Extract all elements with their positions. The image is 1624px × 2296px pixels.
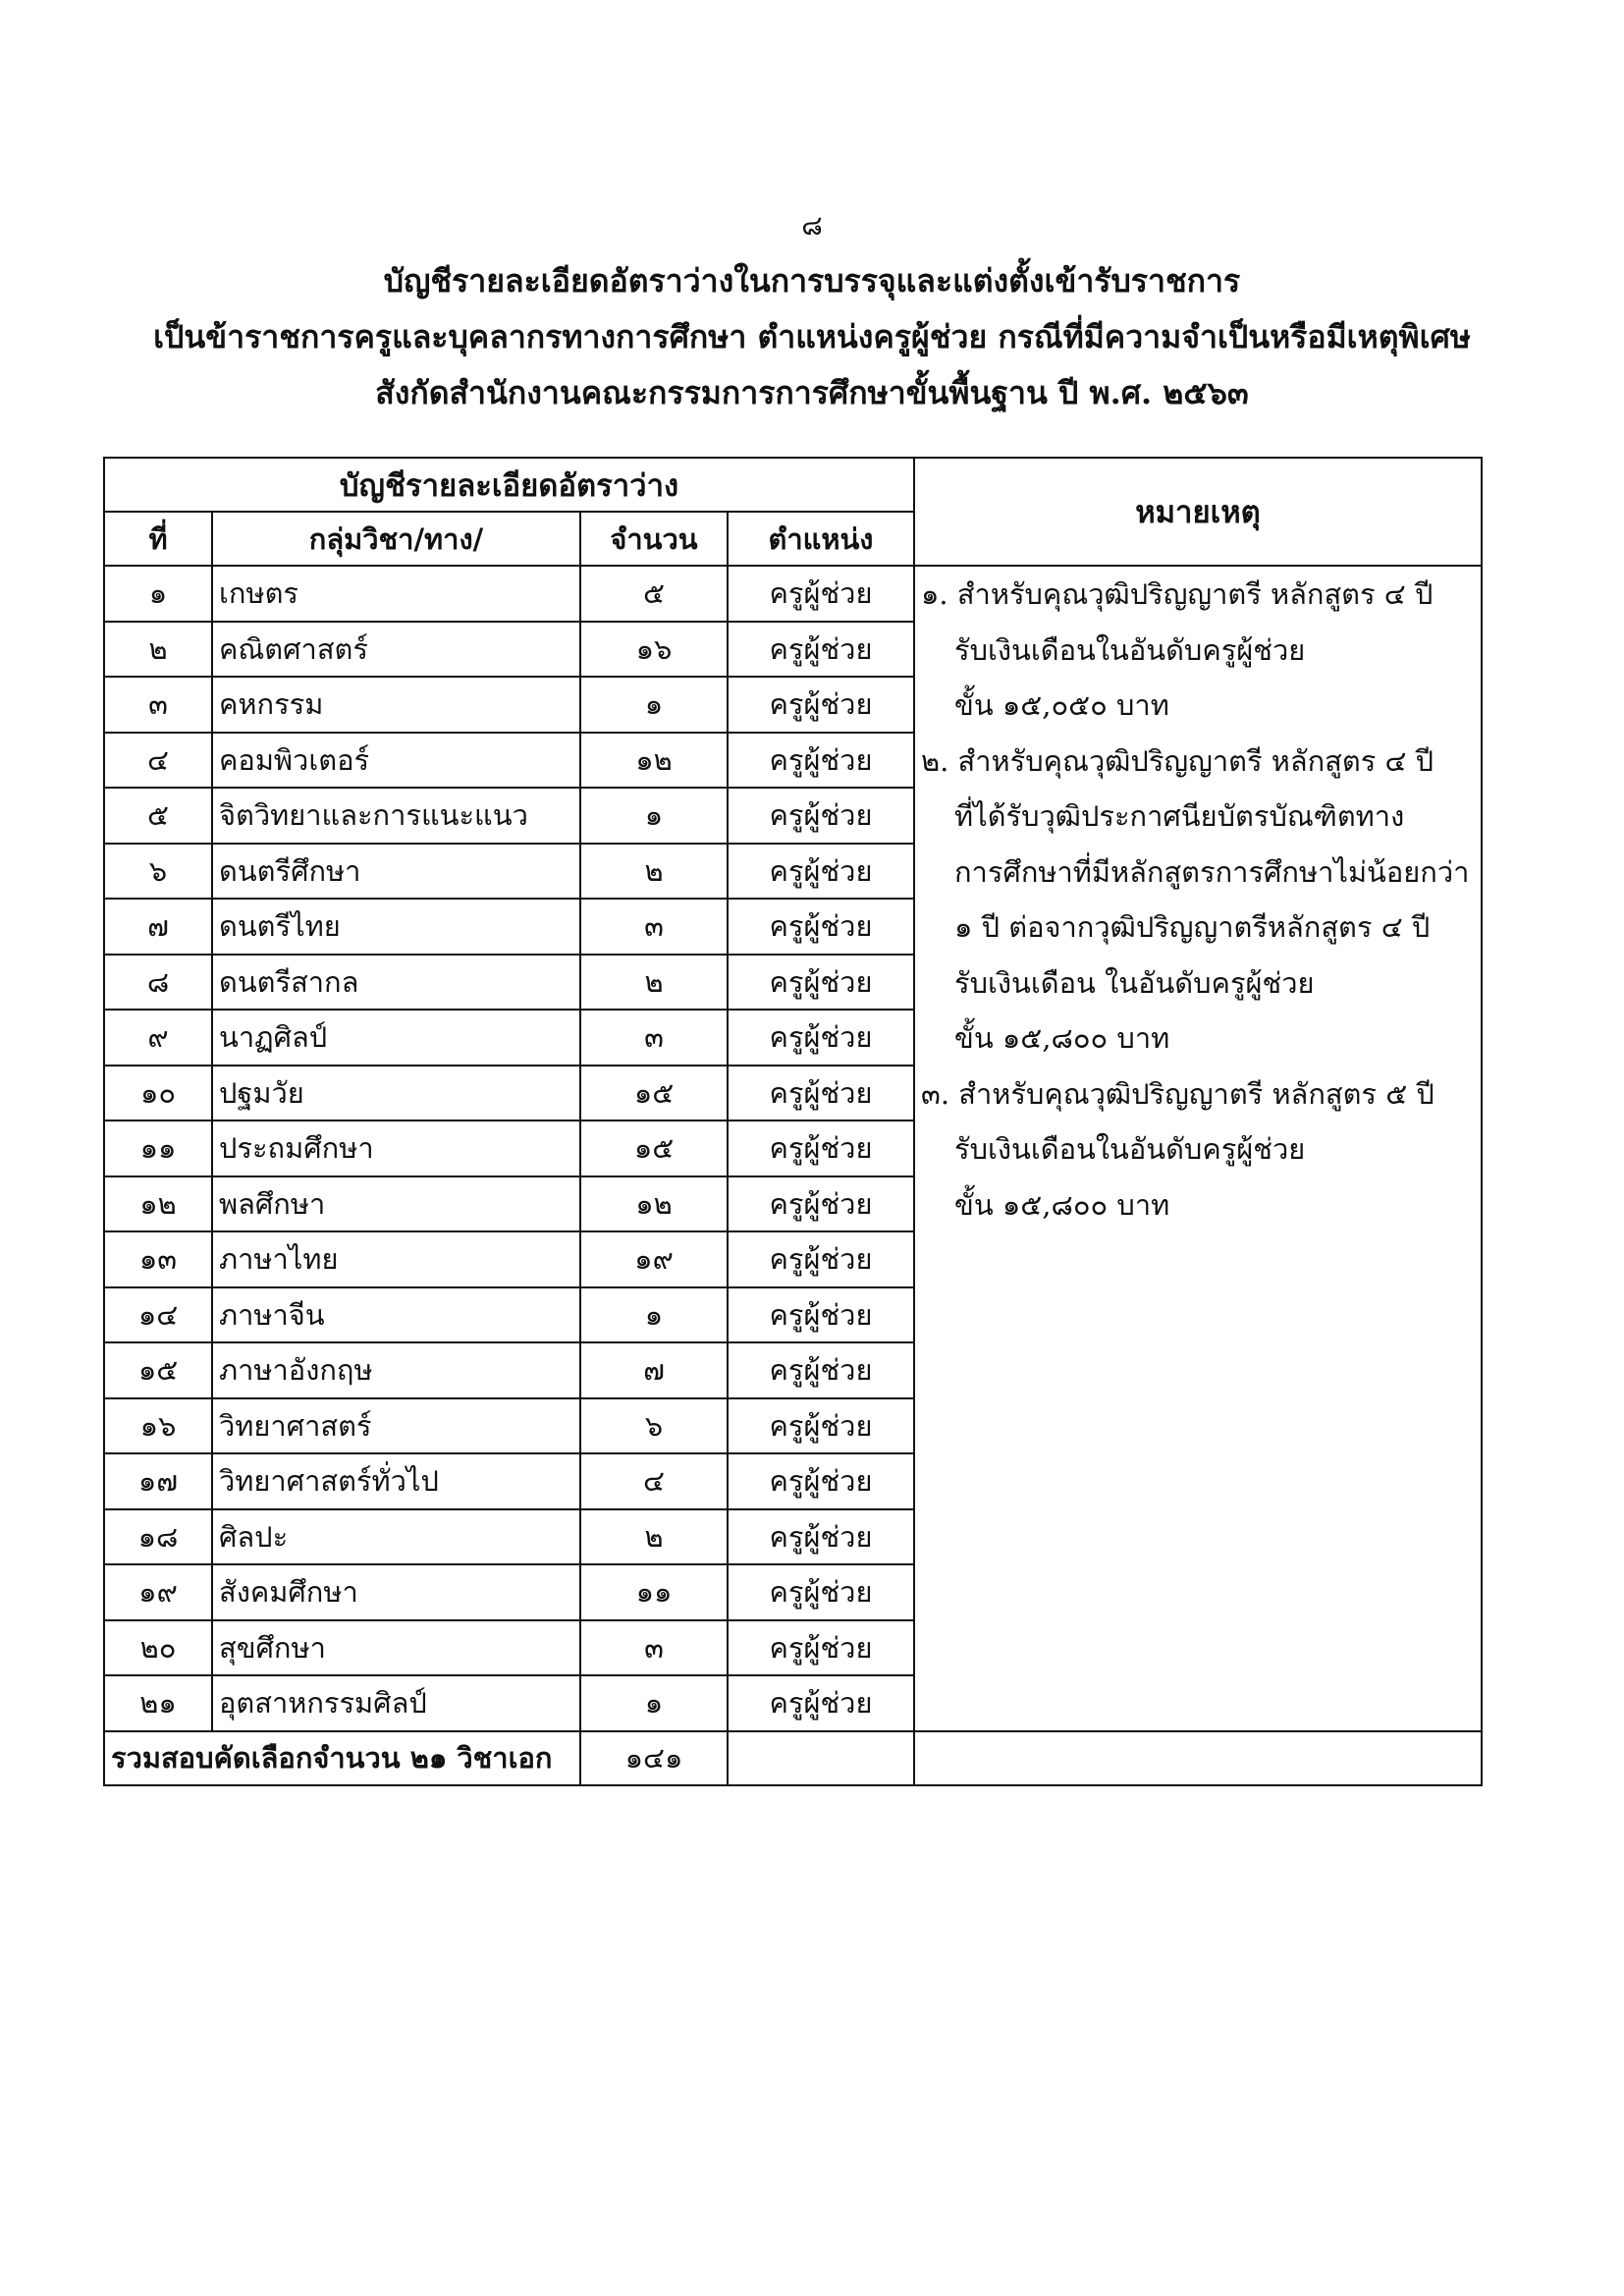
row-number: ๑๔ <box>104 1287 212 1343</box>
row-position: ครูผู้ช่วย <box>728 955 914 1011</box>
document-heading <box>0 253 1624 421</box>
row-count: ๑ <box>580 1675 728 1731</box>
remark-line: รับเงินเดือนในอันดับครูผู้ช่วย <box>954 632 1306 667</box>
no-column-header: ที่ <box>104 512 212 566</box>
subject-column-header: กลุ่มวิชา/ทาง/ <box>212 512 580 566</box>
remark-line: ขั้น ๑๕,๘๐๐ บาท <box>954 1021 1170 1055</box>
row-subject: นาฏศิลป์ <box>212 1010 580 1066</box>
row-position: ครูผู้ช่วย <box>728 1176 914 1232</box>
row-count: ๑ <box>580 677 728 733</box>
row-number: ๙ <box>104 1010 212 1066</box>
remark-line: ขั้น ๑๕,๐๕๐ บาท <box>954 688 1169 722</box>
row-subject: ดนตรีสากล <box>212 955 580 1011</box>
row-position: ครูผู้ช่วย <box>728 1564 914 1620</box>
remarks-cell <box>914 566 1482 1731</box>
row-count: ๑ <box>580 788 728 844</box>
row-subject: จิตวิทยาและการแนะแนว <box>212 788 580 844</box>
row-count: ๑๕ <box>580 1121 728 1176</box>
row-subject: ปฐมวัย <box>212 1066 580 1121</box>
note-column-header: หมายเหตุ <box>914 458 1482 566</box>
row-position: ครูผู้ช่วย <box>728 622 914 678</box>
row-number: ๑๕ <box>104 1342 212 1398</box>
row-number: ๑๑ <box>104 1121 212 1176</box>
heading-line-3: สังกัดสำนักงานคณะกรรมการการศึกษาขั้นพื้นฐาน ปี พ.ศ. ๒๕๖๓ <box>375 374 1249 411</box>
row-position: ครูผู้ช่วย <box>728 1342 914 1398</box>
row-subject: ภาษาไทย <box>212 1231 580 1287</box>
row-count: ๑๖ <box>580 622 728 678</box>
row-count: ๑๑ <box>580 1564 728 1620</box>
remark-line: การศึกษาที่มีหลักสูตรการศึกษาไม่น้อยกว่า <box>954 854 1470 889</box>
remark-line: รับเงินเดือน ในอันดับครูผู้ช่วย <box>954 965 1315 1000</box>
row-position: ครูผู้ช่วย <box>728 733 914 789</box>
total-count: ๑๔๑ <box>580 1731 728 1785</box>
row-count: ๒ <box>580 844 728 900</box>
row-number: ๑๐ <box>104 1066 212 1121</box>
row-subject: ดนตรีไทย <box>212 899 580 955</box>
row-subject: คอมพิวเตอร์ <box>212 733 580 789</box>
row-position: ครูผู้ช่วย <box>728 1231 914 1287</box>
row-count: ๑๒ <box>580 733 728 789</box>
row-subject: คหกรรม <box>212 677 580 733</box>
heading-line-1: บัญชีรายละเอียดอัตราว่างในการบรรจุและแต่งตั้งเข้ารับราชการ <box>383 262 1241 300</box>
total-label: รวมสอบคัดเลือกจำนวน ๒๑ วิชาเอก <box>104 1731 580 1785</box>
row-position: ครูผู้ช่วย <box>728 1121 914 1176</box>
row-subject: สังคมศึกษา <box>212 1564 580 1620</box>
row-position: ครูผู้ช่วย <box>728 1509 914 1565</box>
row-number: ๘ <box>104 955 212 1011</box>
row-subject: เกษตร <box>212 566 580 622</box>
row-subject: พลศึกษา <box>212 1176 580 1232</box>
vacancy-table <box>103 457 1483 1786</box>
position-column-header: ตำแหน่ง <box>728 512 914 566</box>
row-number: ๒๑ <box>104 1675 212 1731</box>
row-number: ๑๓ <box>104 1231 212 1287</box>
row-subject: คณิตศาสตร์ <box>212 622 580 678</box>
row-position: ครูผู้ช่วย <box>728 677 914 733</box>
row-position: ครูผู้ช่วย <box>728 1398 914 1454</box>
table-row <box>104 566 1482 622</box>
row-number: ๒๐ <box>104 1620 212 1676</box>
remark-line: ๑. สำหรับคุณวุฒิปริญญาตรี หลักสูตร ๔ ปี <box>921 577 1434 611</box>
row-number: ๑๖ <box>104 1398 212 1454</box>
row-count: ๑๕ <box>580 1066 728 1121</box>
row-number: ๑๗ <box>104 1453 212 1509</box>
row-subject: สุขศึกษา <box>212 1620 580 1676</box>
row-count: ๓ <box>580 899 728 955</box>
row-position: ครูผู้ช่วย <box>728 1675 914 1731</box>
remark-line: ๑ ปี ต่อจากวุฒิปริญญาตรีหลักสูตร ๔ ปี <box>954 910 1431 944</box>
row-position: ครูผู้ช่วย <box>728 1010 914 1066</box>
row-number: ๑๘ <box>104 1509 212 1565</box>
row-position: ครูผู้ช่วย <box>728 899 914 955</box>
row-number: ๑ <box>104 566 212 622</box>
row-number: ๓ <box>104 677 212 733</box>
row-subject: อุตสาหกรรมศิลป์ <box>212 1675 580 1731</box>
row-number: ๑๙ <box>104 1564 212 1620</box>
row-count: ๑๙ <box>580 1231 728 1287</box>
total-position-empty <box>728 1731 914 1785</box>
row-count: ๑๒ <box>580 1176 728 1232</box>
count-column-header: จำนวน <box>580 512 728 566</box>
row-count: ๔ <box>580 1453 728 1509</box>
total-row <box>104 1731 1482 1785</box>
heading-line-2: เป็นข้าราชการครูและบุคลากรทางการศึกษา ตำแหน่งครูผู้ช่วย กรณีที่มีความจำเป็นหรือมีเหตุพิเศษ <box>153 318 1471 355</box>
row-subject: วิทยาศาสตร์ <box>212 1398 580 1454</box>
row-position: ครูผู้ช่วย <box>728 788 914 844</box>
row-subject: ดนตรีศึกษา <box>212 844 580 900</box>
row-position: ครูผู้ช่วย <box>728 1287 914 1343</box>
row-subject: ประถมศึกษา <box>212 1121 580 1176</box>
row-number: ๗ <box>104 899 212 955</box>
row-subject: วิทยาศาสตร์ทั่วไป <box>212 1453 580 1509</box>
row-number: ๕ <box>104 788 212 844</box>
row-count: ๓ <box>580 1620 728 1676</box>
row-position: ครูผู้ช่วย <box>728 844 914 900</box>
page-number: ๘ <box>801 209 823 242</box>
row-subject: ศิลปะ <box>212 1509 580 1565</box>
row-subject: ภาษาจีน <box>212 1287 580 1343</box>
row-count: ๒ <box>580 955 728 1011</box>
row-number: ๔ <box>104 733 212 789</box>
row-position: ครูผู้ช่วย <box>728 1620 914 1676</box>
remark-line: ที่ได้รับวุฒิประกาศนียบัตรบัณฑิตทาง <box>954 799 1405 833</box>
table-group-title: บัญชีรายละเอียดอัตราว่าง <box>104 458 914 512</box>
row-position: ครูผู้ช่วย <box>728 1066 914 1121</box>
row-position: ครูผู้ช่วย <box>728 566 914 622</box>
remark-line: ขั้น ๑๕,๘๐๐ บาท <box>954 1187 1170 1222</box>
row-count: ๖ <box>580 1398 728 1454</box>
row-count: ๕ <box>580 566 728 622</box>
row-count: ๒ <box>580 1509 728 1565</box>
remark-line: ๓. สำหรับคุณวุฒิปริญญาตรี หลักสูตร ๕ ปี <box>921 1076 1435 1111</box>
row-number: ๖ <box>104 844 212 900</box>
row-number: ๑๒ <box>104 1176 212 1232</box>
row-count: ๓ <box>580 1010 728 1066</box>
remark-line: รับเงินเดือนในอันดับครูผู้ช่วย <box>954 1132 1306 1166</box>
row-subject: ภาษาอังกฤษ <box>212 1342 580 1398</box>
remark-line: ๒. สำหรับคุณวุฒิปริญญาตรี หลักสูตร ๔ ปี <box>921 743 1435 778</box>
row-number: ๒ <box>104 622 212 678</box>
row-position: ครูผู้ช่วย <box>728 1453 914 1509</box>
total-note-empty <box>914 1731 1482 1785</box>
row-count: ๑ <box>580 1287 728 1343</box>
row-count: ๗ <box>580 1342 728 1398</box>
